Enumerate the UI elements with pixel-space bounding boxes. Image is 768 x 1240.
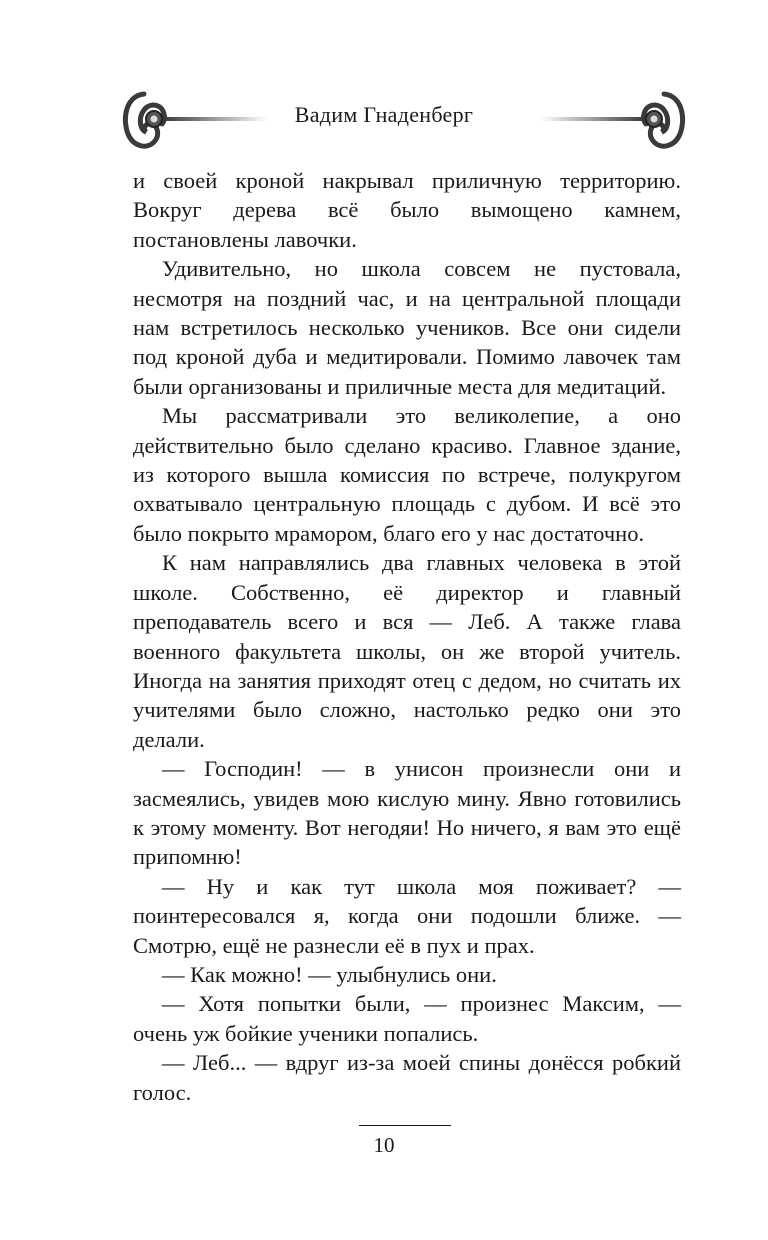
body-text xyxy=(133,166,681,1107)
paragraph: и своей кроной накрывал приличную территорию. Вокруг дерева всё было вымощено камнем, постановлены лавочки. xyxy=(133,168,681,252)
page-header xyxy=(0,80,768,160)
running-head: Вадим Гнаденберг xyxy=(294,102,474,127)
dialogue-line: — Как можно! — улыбнулись они. xyxy=(162,961,497,987)
paragraph: К нам направлялись два главных человека в этой школе. Собственно, её директор и главный преподаватель всего и вся — Леб. А также глава военного факультета школы, он же второй учитель. Иногда на занятия приходят отец с дедом, но считать их учителями было сложно, настолько редко они это делали. xyxy=(133,550,681,752)
page-number: 10 xyxy=(373,1133,395,1157)
right-ornament-icon xyxy=(538,86,688,156)
paragraph: Мы рассматривали это великолепие, а оно действительно было сделано красиво. Главное здание, из которого вышла комиссия по встрече, полукругом охватывало центральную площадь с дубом. И всё это было покрыто мрамором, благо его у нас достаточно. xyxy=(133,403,681,546)
footer-divider xyxy=(359,1125,451,1126)
dialogue-line: — Хотя попытки были, — произнес Максим, — очень уж бойкие ученики попались. xyxy=(133,991,681,1046)
paragraph: Удивительно, но школа совсем не пустовала, несмотря на поздний час, и на центральной площади нам встретилось несколько учеников. Все они сидели под кроной дуба и медитировали. Помимо лавочек там были организованы и приличные места для медитаций. xyxy=(133,256,681,399)
dialogue-line: — Господин! — в унисон произнесли они и засмеялись, увидев мою кислую мину. Явно готовились к этому моменту. Вот негодяи! Но ничего, я вам это ещё припомню! xyxy=(133,756,681,870)
dialogue-line: — Леб... — вдруг из-за моей спины донёсся робкий голос. xyxy=(133,1050,681,1105)
dialogue-line: — Ну и как тут школа моя поживает? — поинтересовался я, когда они подошли ближе. — Смотрю, ещё не разнесли её в пух и прах. xyxy=(133,873,681,958)
